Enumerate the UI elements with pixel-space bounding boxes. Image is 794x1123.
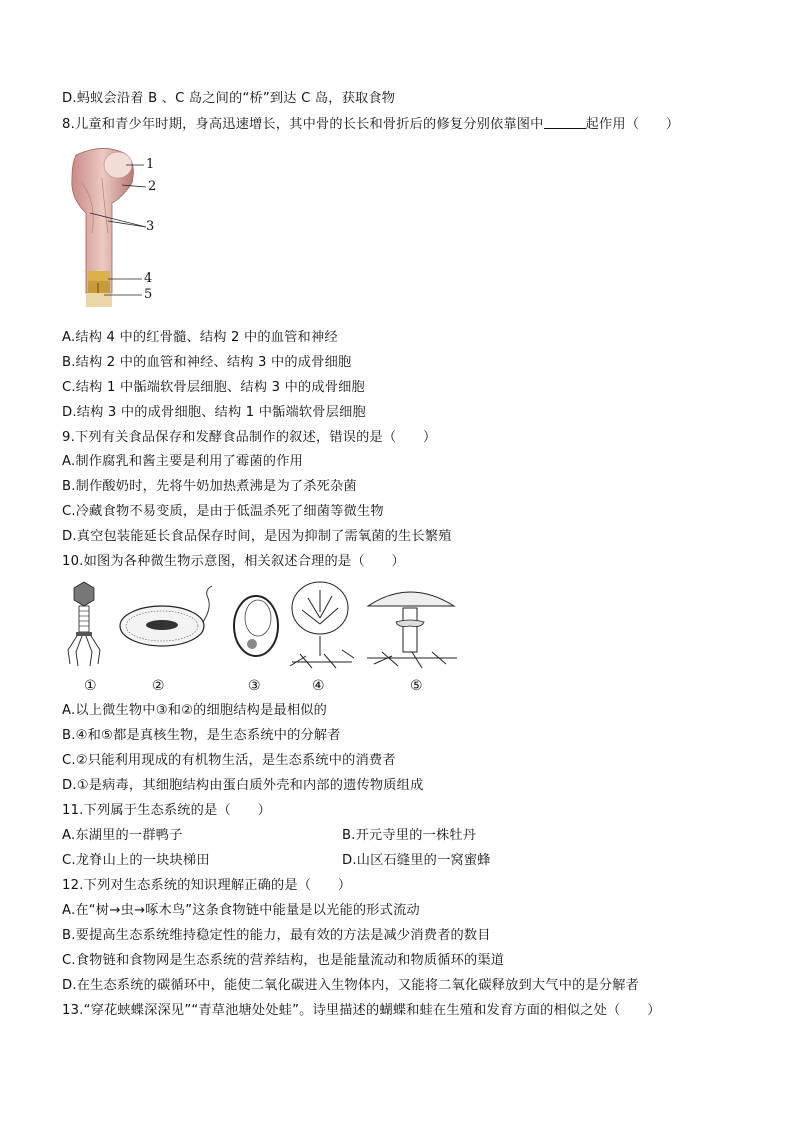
microbe-label-5: ⑤ [410,678,423,694]
q10-option-a: A.以上微生物中③和②的细胞结构是最相似的 [62,703,328,718]
q11-option-a: A.东湖里的一群鸭子 [62,828,183,843]
mold-drawing [290,582,354,668]
microbe-label-1: ① [84,678,97,694]
bone-label-4: 4 [144,271,153,286]
q11-option-c: C.龙脊山上的一块块梯田 [62,853,210,868]
q9-option-a: A.制作腐乳和酱主要是利用了霉菌的作用 [62,454,303,469]
microbe-figure [62,578,482,696]
q8-option-b: B.结构 2 中的血管和神经、结构 3 中的成骨细胞 [62,355,352,370]
q10-option-d: D.①是病毒，其细胞结构由蛋白质外壳和内部的遗传物质组成 [62,778,424,793]
q11-option-b: B.开元寺里的一株牡丹 [342,828,477,843]
yeast-drawing [234,596,278,656]
q7-option-d: D.蚂蚁会沿着 B 、C 岛之间的“桥”到达 C 岛，获取食物 [62,91,396,106]
q9-stem: 9.下列有关食品保存和发酵食品制作的叙述，错误的是（ ） [62,430,437,445]
q12-option-a: A.在“树→虫→啄木鸟”这条食物链中能量是以光能的形式流动 [62,903,420,918]
q12-option-d: D.在生态系统的碳循环中，能使二氧化碳进入生物体内，又能将二氧化碳释放到大气中的是分解者 [62,978,640,993]
q11-stem: 11.下列属于生态系统的是（ ） [62,803,271,818]
q9-option-b: B.制作酸奶时，先将牛奶加热煮沸是为了杀死杂菌 [62,479,357,494]
mushroom-drawing [367,592,457,668]
q11-option-d: D.山区石缝里的一窝蜜蜂 [342,853,491,868]
q13-stem: 13.“穿花蛱蝶深深见”“青草池塘处处蛙”。诗里描述的蝴蝶和蛙在生殖和发育方面的相似之处（ ） [62,1003,661,1018]
q8-option-c: C.结构 1 中骺端软骨层细胞、结构 3 中的成骨细胞 [62,380,365,395]
q8-stem [62,115,679,135]
q12-stem: 12.下列对生态系统的知识理解正确的是（ ） [62,878,352,893]
q10-option-c: C.②只能利用现成的有机物生活，是生态系统中的消费者 [62,753,396,768]
bone-figure [62,143,172,308]
microbe-label-4: ④ [312,678,325,694]
q8-stem-end: 起作用（ ） [585,117,680,132]
microbe-illustrations [62,578,482,678]
microbe-label-2: ② [152,678,165,694]
bone-label-1: 1 [146,157,155,172]
q10-option-b: B.④和⑤都是真核生物，是生态系统中的分解者 [62,728,341,743]
q9-option-d: D.真空包装能延长食品保存时间，是因为抑制了需氧菌的生长繁殖 [62,529,452,544]
q9-option-c: C.冷藏食物不易变质，是由于低温杀死了细菌等微生物 [62,504,384,519]
q12-option-c: C.食物链和食物网是生态系统的营养结构，也是能量流动和物质循环的渠道 [62,953,505,968]
q10-stem: 10.如图为各种微生物示意图，相关叙述合理的是（ ） [62,554,405,569]
q8-stem-text: 8.儿童和青少年时期，身高迅速增长，其中骨的长长和骨折后的修复分别依靠图中 [62,117,544,132]
bacteriophage-drawing [68,582,100,666]
bone-label-5: 5 [144,287,153,302]
long-bone-illustration [62,143,172,308]
bone-label-3: 3 [146,219,155,234]
q8-option-a: A.结构 4 中的红骨髓、结构 2 中的血管和神经 [62,330,338,345]
bacterium-drawing [120,586,212,646]
q12-option-b: B.要提高生态系统维持稳定性的能力，最有效的方法是减少消费者的数目 [62,928,491,943]
q8-answer-blank [544,115,586,129]
bone-label-2: 2 [148,179,157,194]
q8-option-d: D.结构 3 中的成骨细胞、结构 1 中骺端软骨层细胞 [62,405,366,420]
microbe-label-3: ③ [248,678,261,694]
